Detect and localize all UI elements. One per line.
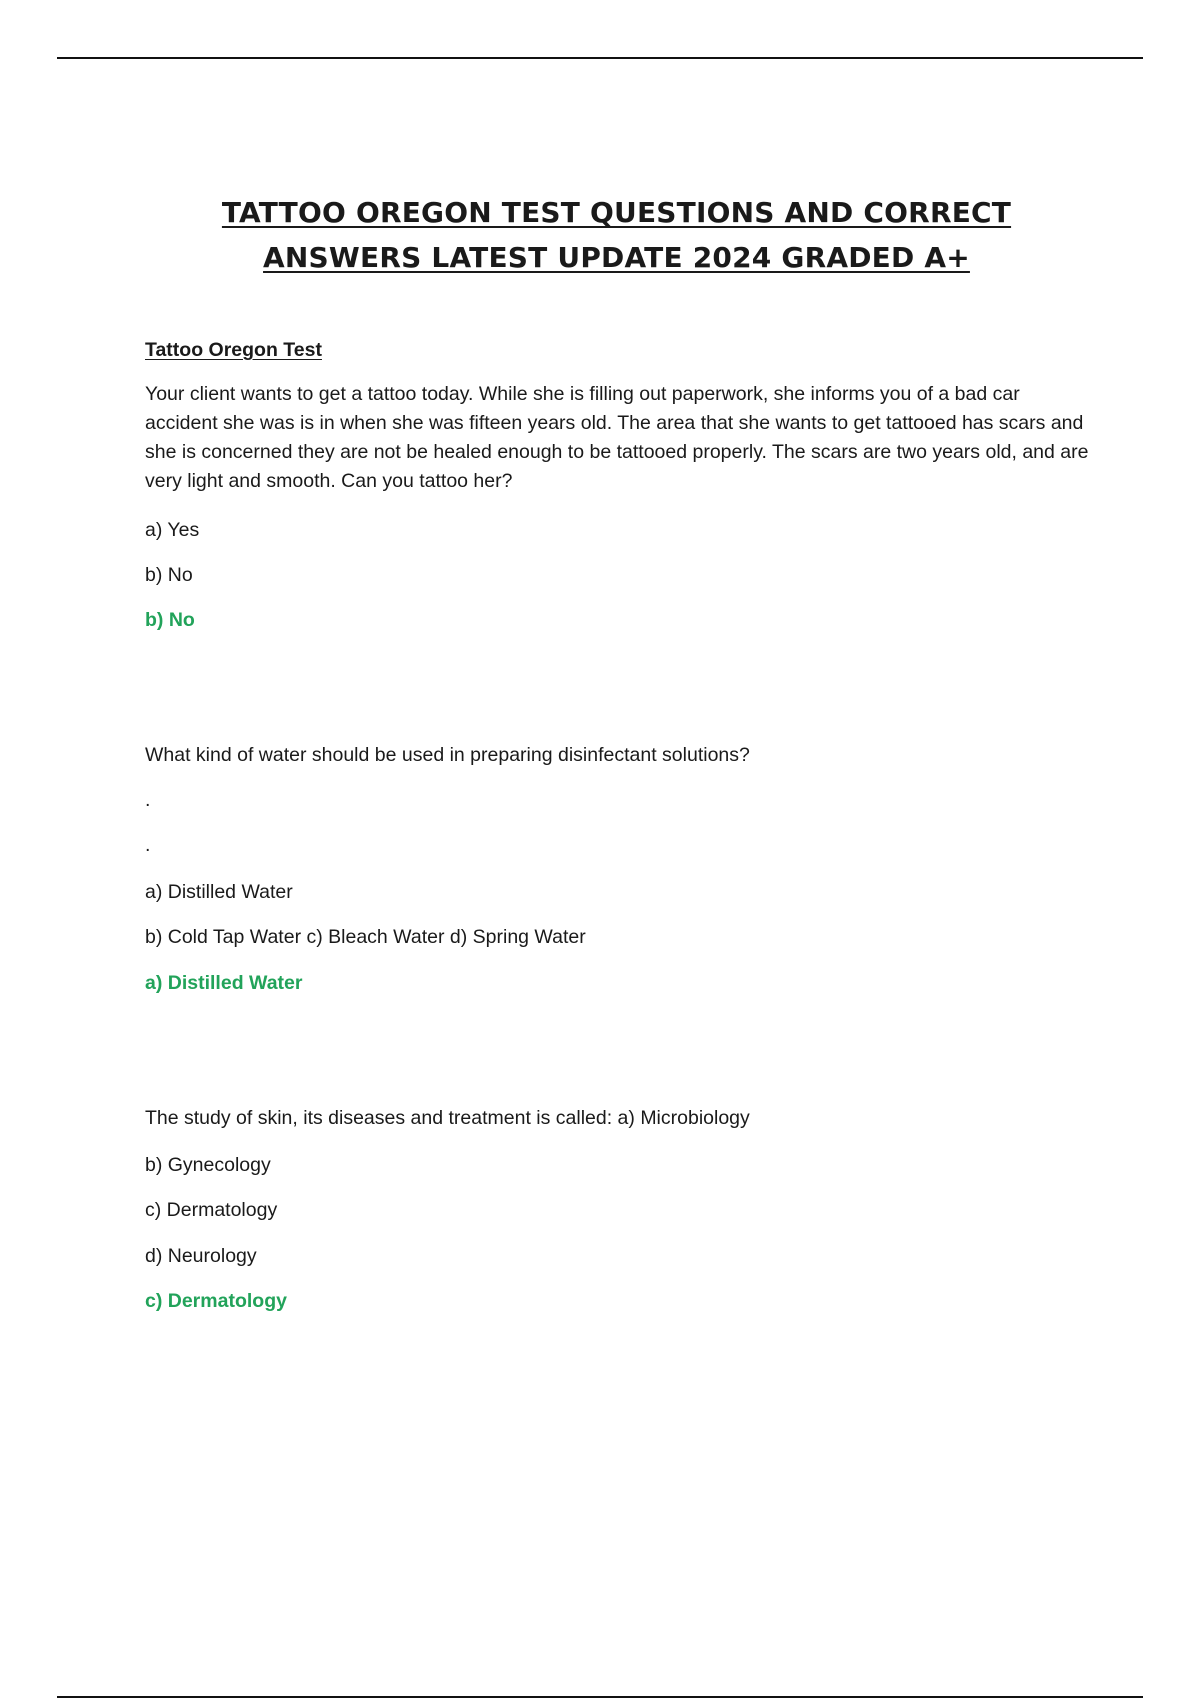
question-3-option-c: c) Dermatology [145, 1199, 278, 1221]
bottom-rule [57, 1696, 1143, 1698]
top-rule [57, 57, 1143, 59]
document-title [0, 190, 1200, 280]
question-2-dot-1: . [145, 789, 151, 811]
question-3-text: The study of skin, its diseases and treatment is called: a) Microbiology [145, 1107, 750, 1129]
question-2-text: What kind of water should be used in preparing disinfectant solutions? [145, 744, 750, 766]
question-3-answer: c) Dermatology [145, 1290, 287, 1312]
question-1-answer: b) No [145, 609, 195, 631]
question-1-option-b: b) No [145, 564, 193, 586]
question-3-option-d: d) Neurology [145, 1245, 257, 1267]
question-2-answer: a) Distilled Water [145, 972, 303, 994]
question-2-option-b: b) Cold Tap Water c) Bleach Water d) Spring Water [145, 926, 586, 948]
section-heading: Tattoo Oregon Test [145, 339, 322, 361]
question-2-dot-2: . [145, 834, 151, 856]
question-2-option-a: a) Distilled Water [145, 881, 293, 903]
question-1-option-a: a) Yes [145, 519, 200, 541]
question-1-text: Your client wants to get a tattoo today. While she is filling out paperwork, she informs you of a bad car accident she was is in when she was fifteen years old. The area that she wants to get tattooed has scars and she is concerned they are not be healed enough to be tattooed properly. The scars are two years old, and are very light and smooth. Can you tattoo her? [145, 383, 1089, 492]
question-3-option-b: b) Gynecology [145, 1154, 271, 1176]
title-line-1: TATTOO OREGON TEST QUESTIONS AND CORRECT [221, 196, 1012, 229]
title-line-2: ANSWERS LATEST UPDATE 2024 GRADED A+ [263, 241, 970, 274]
